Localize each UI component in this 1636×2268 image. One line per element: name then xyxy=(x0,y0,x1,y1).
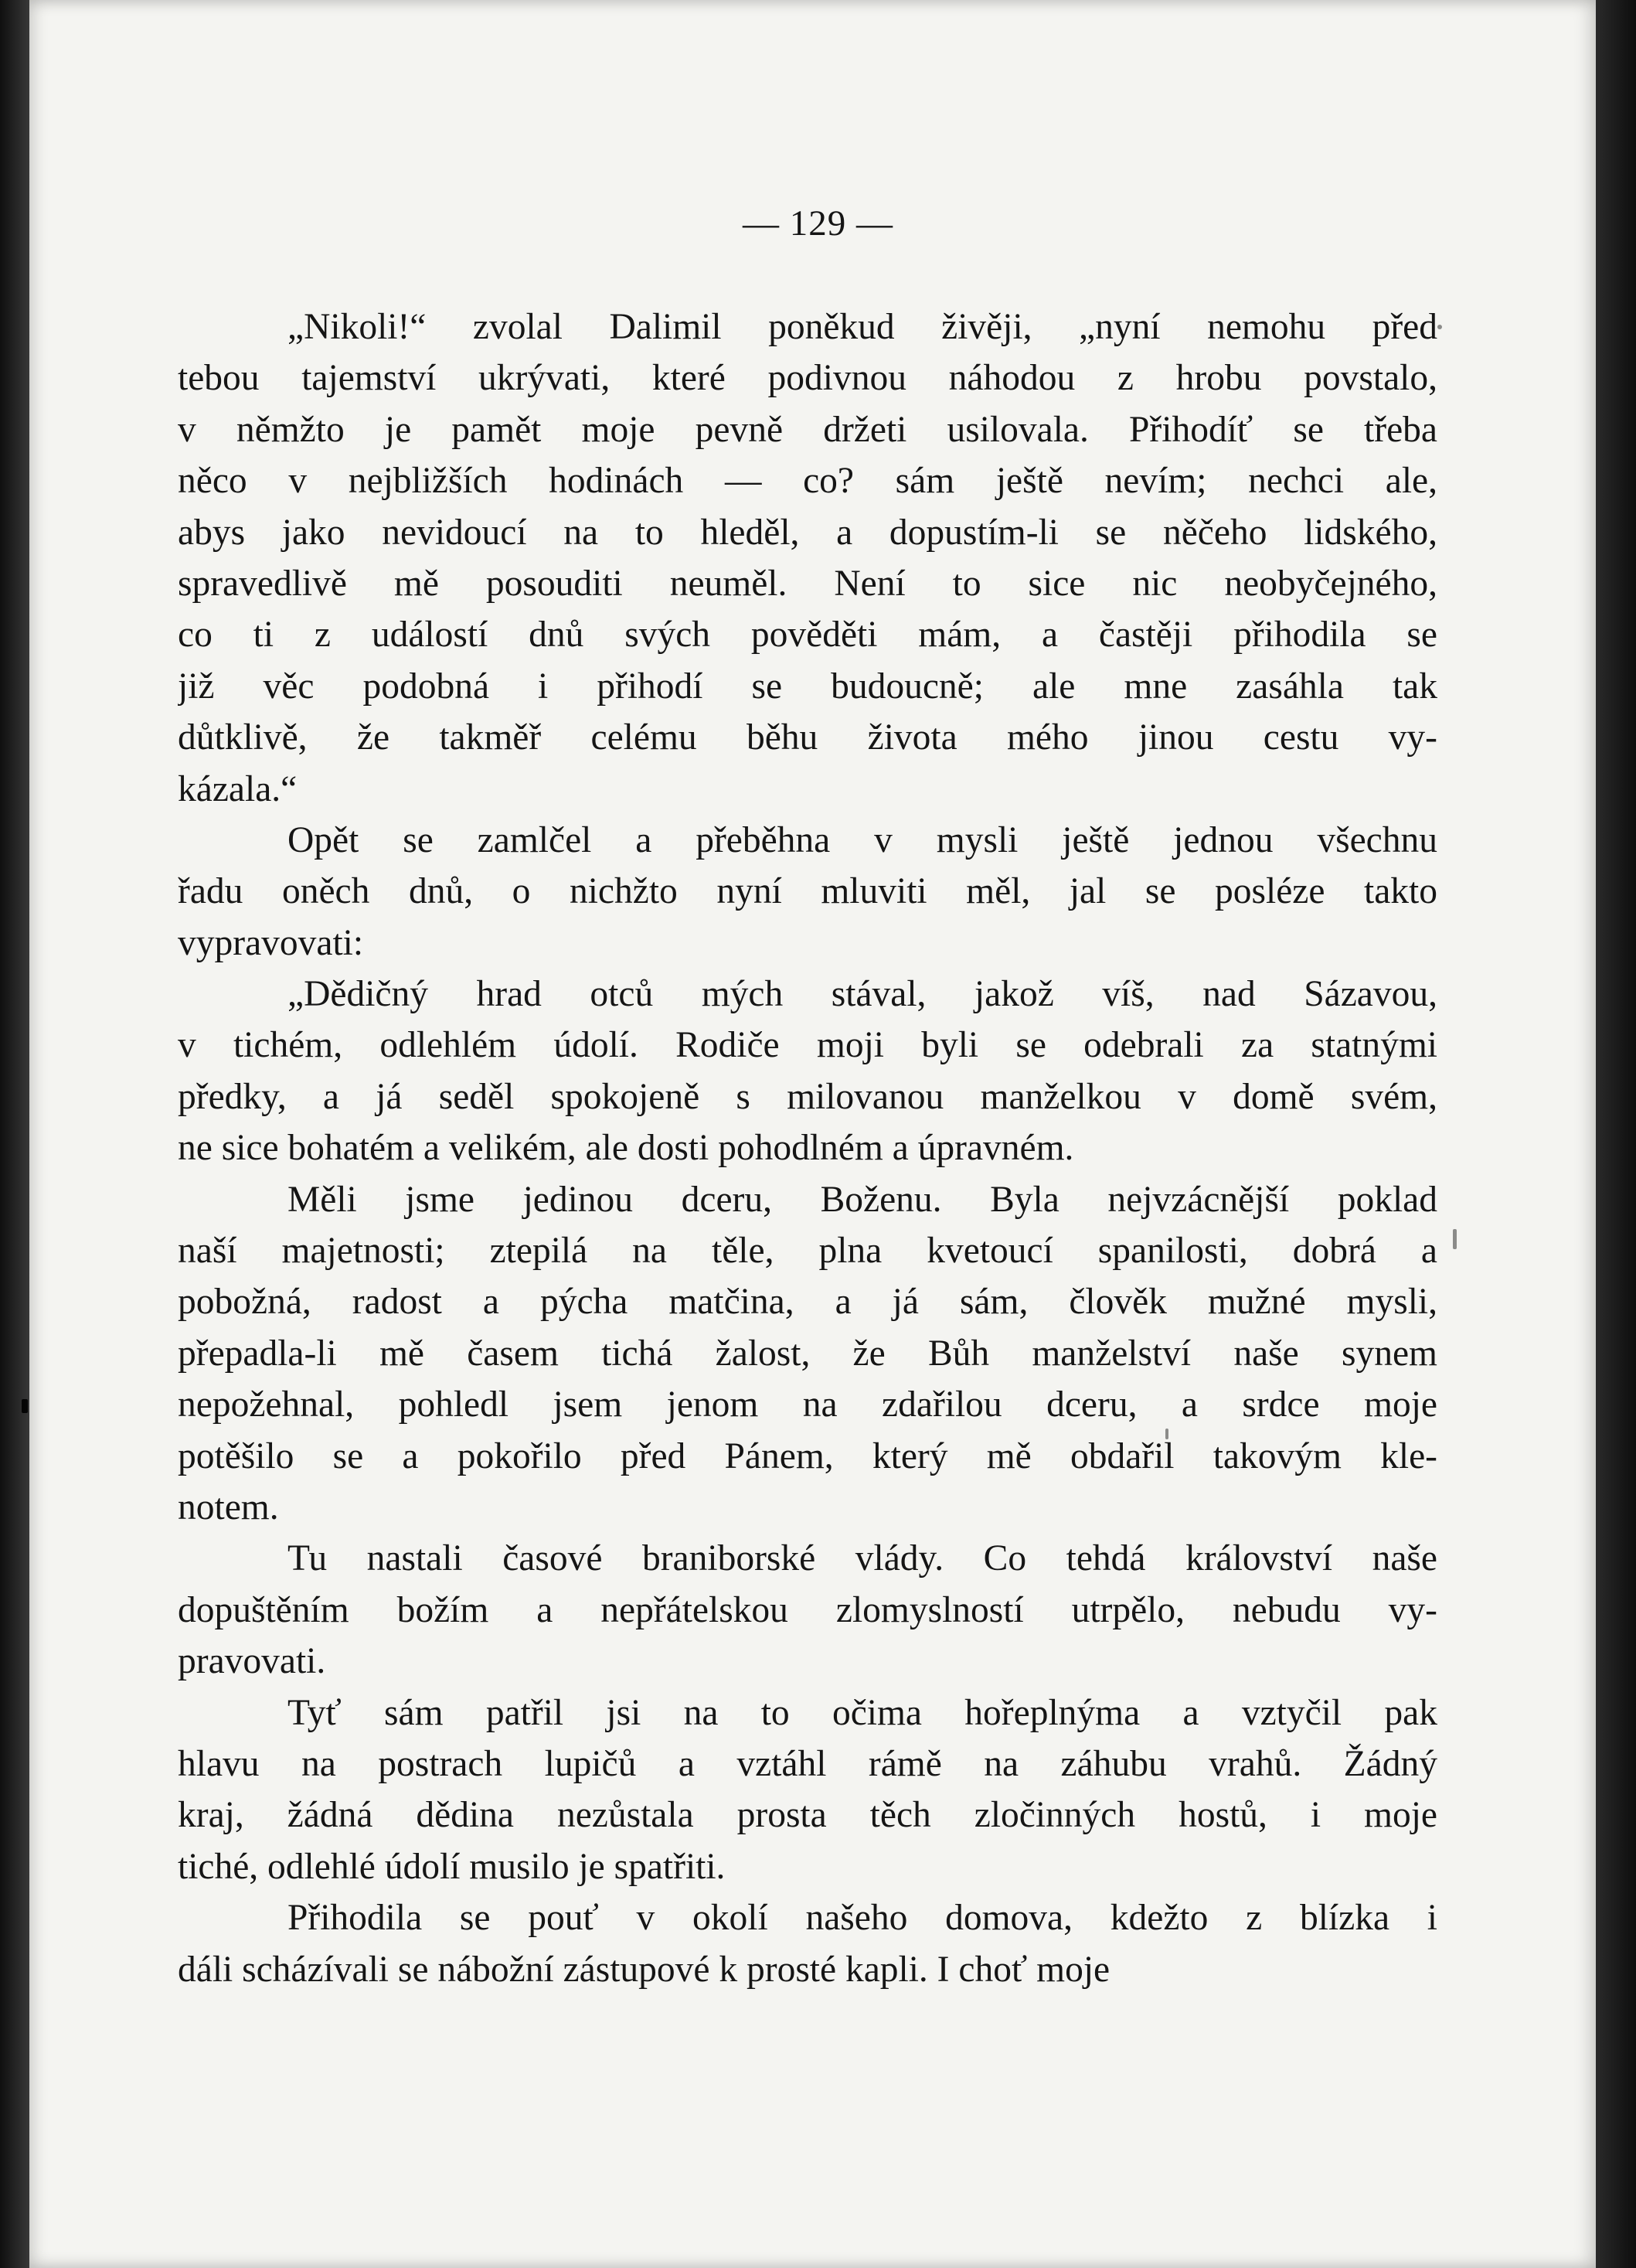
paragraph xyxy=(178,1687,1437,1893)
text-line: Tu nastali časové braniborské vlády. Co tehdá království naše xyxy=(287,1538,1437,1579)
text-line: přepadla-li mě časem tichá žalost, že Bůh manželství naše synem xyxy=(178,1333,1437,1374)
text-line: něco v nejbližších hodinách — co? sám ještě nevím; nechci ale, xyxy=(178,461,1437,502)
text-line: naší majetnosti; ztepilá na těle, plna kvetoucí spanilosti, dobrá a xyxy=(178,1231,1437,1272)
text-line: důtklivě, že takměř celému běhu života mého jinou cestu vy- xyxy=(178,717,1437,758)
text-line: kázala.“ xyxy=(178,768,298,809)
scan-speck xyxy=(22,1399,28,1413)
text-line: spravedlivě mě posouditi neuměl. Není to sice nic neobyčejného, xyxy=(178,563,1437,604)
text-line: v němžto je pamět moje pevně držeti usilovala. Přihodíť se třeba xyxy=(178,409,1437,450)
text-line: předky, a já seděl spokojeně s milovanou manželkou v domě svém, xyxy=(178,1076,1437,1117)
paragraph xyxy=(178,815,1437,969)
paragraph xyxy=(178,969,1437,1174)
text-line: Opět se zamlčel a přeběhna v mysli ještě jednou všechnu xyxy=(287,819,1437,860)
text-line: abys jako nevidoucí na to hleděl, a dopustím-li se něčeho lidského, xyxy=(178,512,1437,553)
scan-right-edge xyxy=(1596,0,1636,2268)
text-line: „Nikoli!“ zvolal Dalimil poněkud živěji, „nyní nemohu před xyxy=(287,307,1437,347)
text-line: ne sice bohatém a velikém, ale dosti pohodlném a úpravném. xyxy=(178,1128,1074,1169)
paragraph xyxy=(178,1892,1437,1995)
page-number: — 129 — xyxy=(743,203,893,243)
text-line: kraj, žádná dědina nezůstala prosta těch zločinných hostů, i moje xyxy=(178,1795,1437,1836)
paragraph xyxy=(178,1533,1437,1687)
text-line: řadu oněch dnů, o nichžto nyní mluviti měl, jal se posléze takto xyxy=(178,871,1437,912)
text-line: potěšilo se a pokořilo před Pánem, který mě obdařil takovým kle- xyxy=(178,1435,1437,1476)
text-line: vypravovati: xyxy=(178,922,364,963)
text-line: pobožná, radost a pýcha matčina, a já sám, člověk mužné mysli, xyxy=(178,1282,1437,1323)
text-line: co ti z událostí dnů svých pověděti mám, a častěji přihodila se xyxy=(178,615,1437,656)
text-line: notem. xyxy=(178,1486,279,1527)
text-line: tebou tajemství ukrývati, které podivnou náhodou z hrobu povstalo, xyxy=(178,358,1437,399)
text-line: Měli jsme jedinou dceru, Boženu. Byla nejvzácnější poklad xyxy=(287,1179,1437,1220)
text-line: pravovati. xyxy=(178,1641,326,1682)
scan-left-edge xyxy=(0,0,31,2268)
text-line: Přihodila se pouť v okolí našeho domova, kdežto z blízka i xyxy=(287,1898,1437,1939)
scan-speck xyxy=(1437,325,1442,329)
scan-speck xyxy=(1453,1229,1457,1249)
text-line: „Dědičný hrad otců mých stával, jakož víš, nad Sázavou, xyxy=(287,974,1437,1015)
text-line: dopuštěním božím a nepřátelskou zlomyslností utrpělo, nebudu vy- xyxy=(178,1589,1437,1630)
text-line: hlavu na postrach lupičů a vztáhl rámě na záhubu vrahů. Žádný xyxy=(178,1743,1437,1784)
text-line: nepožehnal, pohledl jsem jenom na zdařilou dceru, a srdce moje xyxy=(178,1384,1437,1425)
body-text xyxy=(178,301,1437,1995)
paragraph xyxy=(178,301,1437,815)
text-line: tiché, odlehlé údolí musilo je spatřiti. xyxy=(178,1846,726,1887)
text-line: Tyť sám patřil jsi na to očima hořeplnýma a vztyčil pak xyxy=(287,1692,1437,1733)
paragraph xyxy=(178,1174,1437,1534)
text-line: v tichém, odlehlém údolí. Rodiče moji byli se odebrali za statnými xyxy=(178,1025,1437,1066)
text-line: dáli scházívali se nábožní zástupové k prosté kapli. I choť moje xyxy=(178,1949,1111,1990)
text-line: již věc podobná i přihodí se budoucně; ale mne zasáhla tak xyxy=(178,666,1437,707)
